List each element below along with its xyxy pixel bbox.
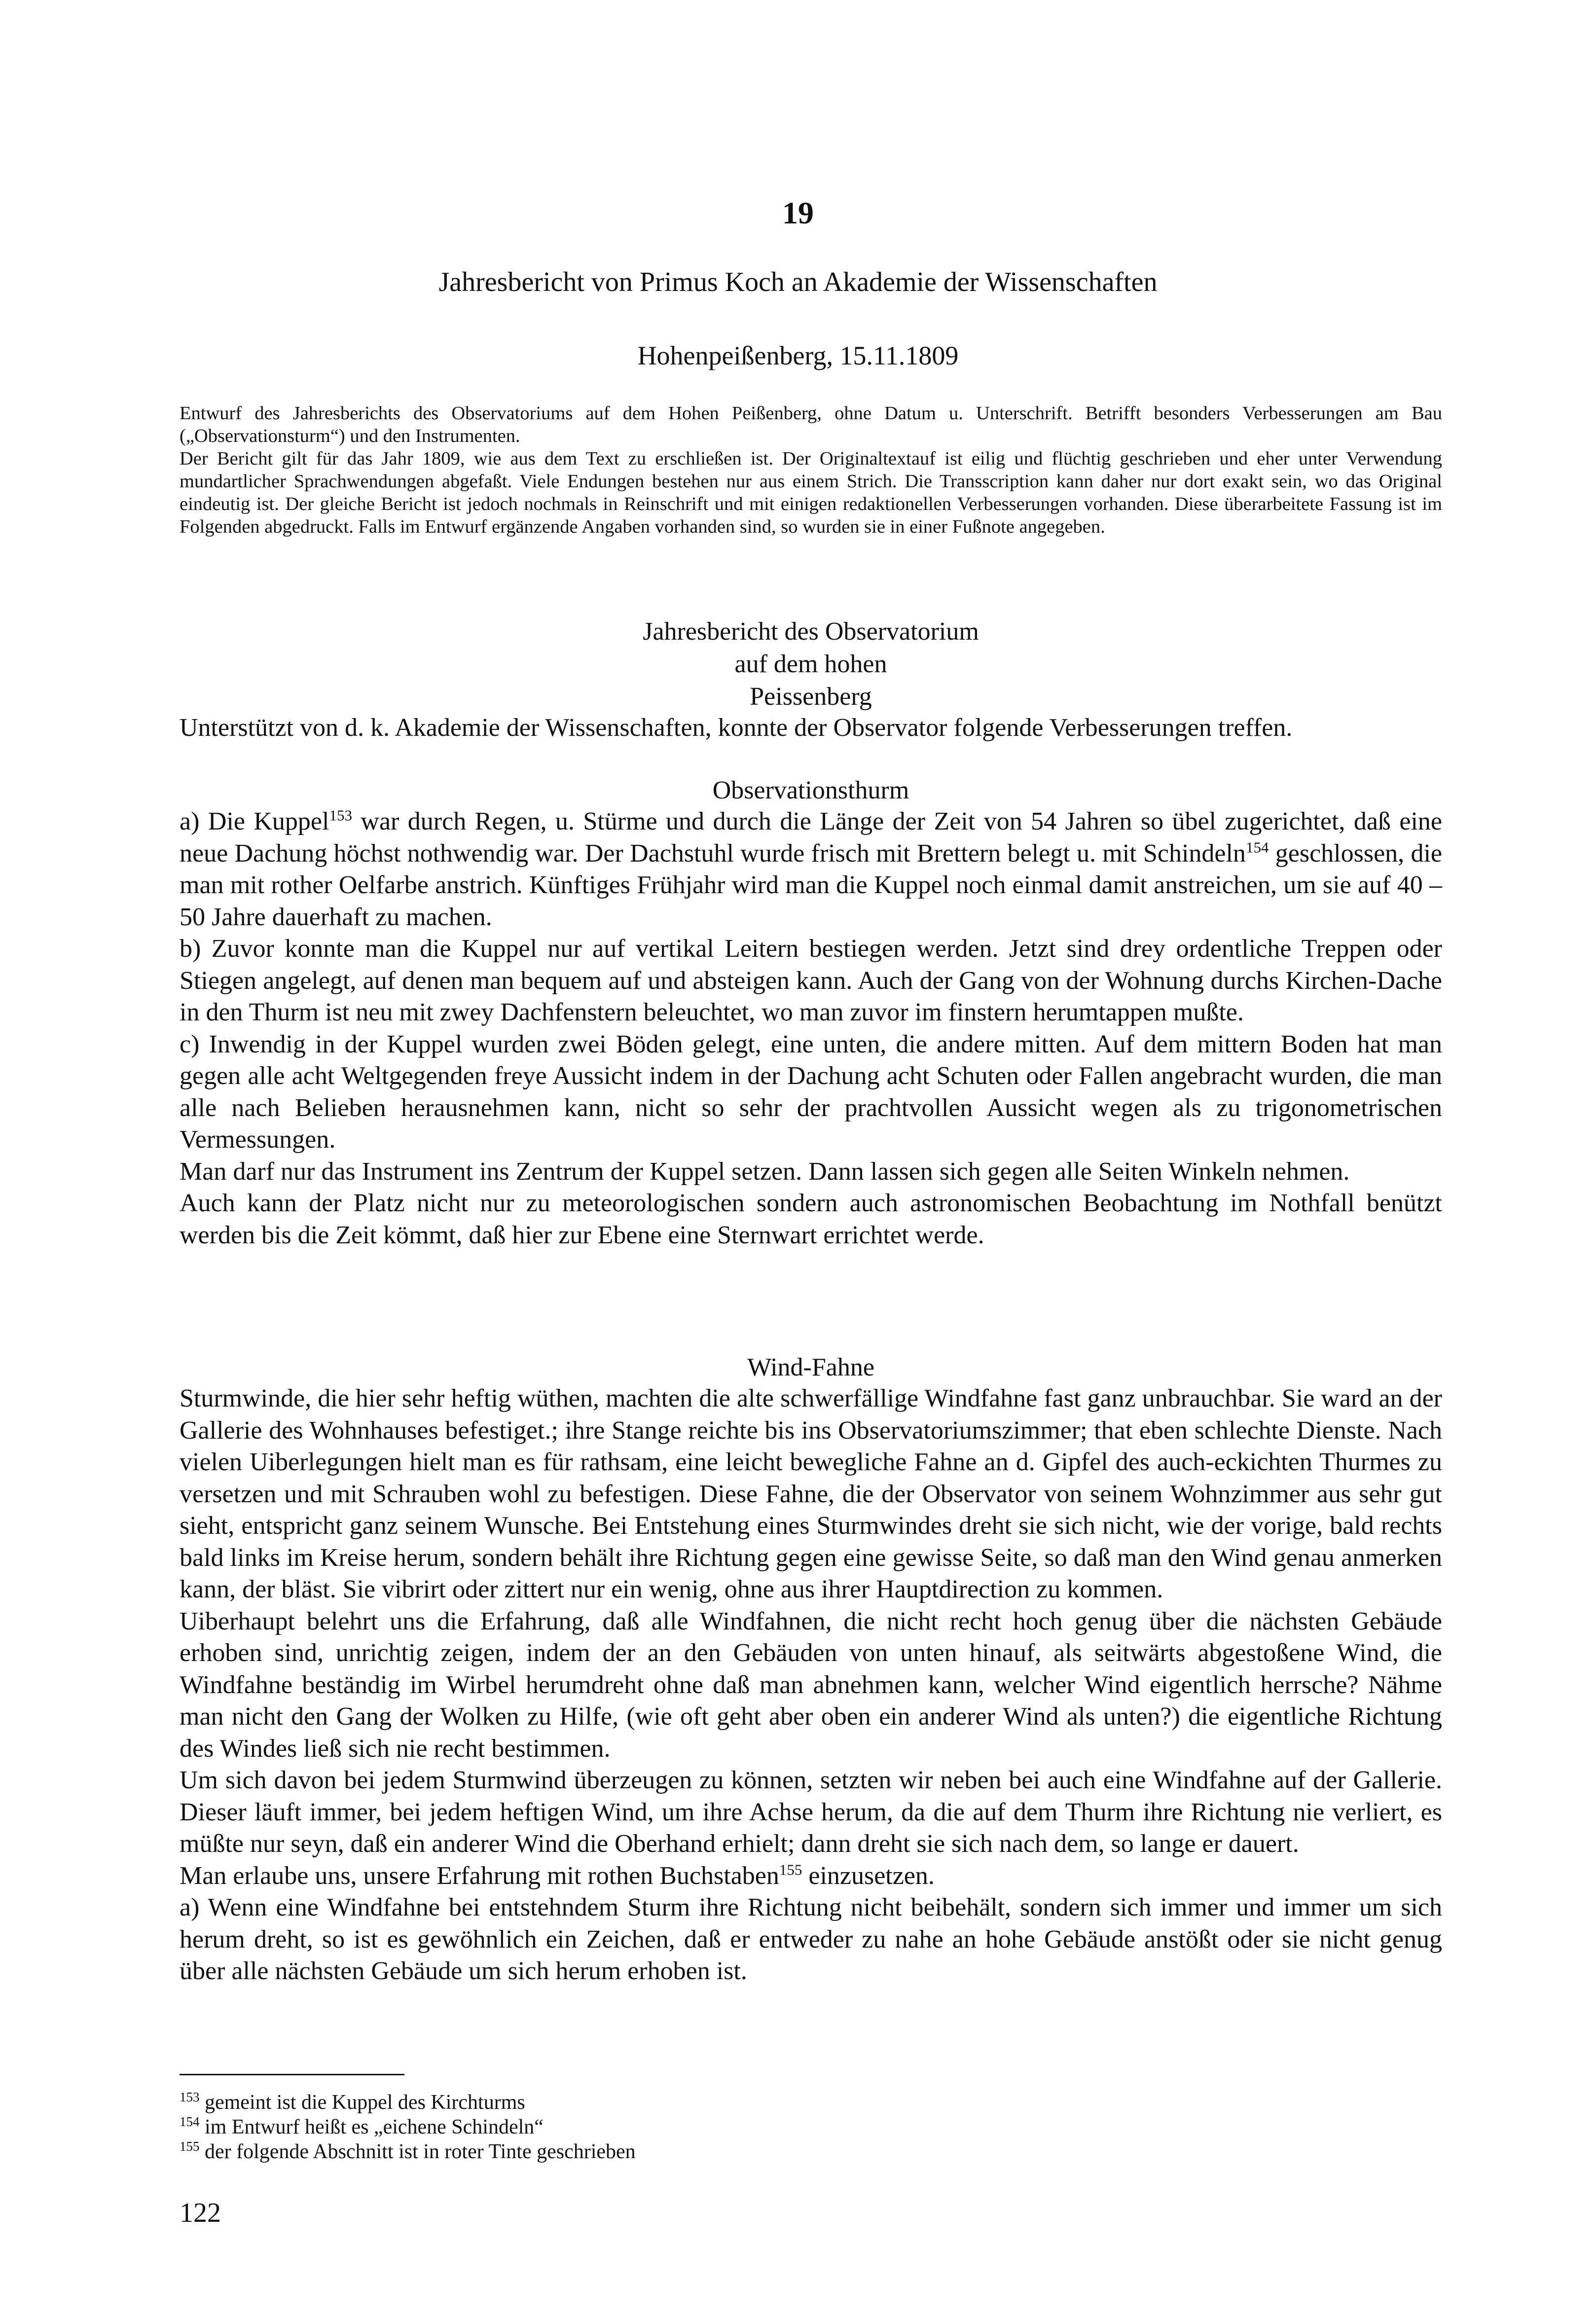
document-title: Jahresbericht von Primus Koch an Akademie der Wissenschaften	[438, 267, 1158, 297]
footnote: $^{154}$ im Entwurf heißt es „eichene Schindeln“	[180, 2114, 544, 2138]
footnotes	[180, 2090, 969, 2164]
footnote-ref: 154	[1245, 838, 1269, 856]
paragraph-a: a) Wenn eine Windfahne bei entstehndem Sturm ihre Richtung nicht beibehält, sondern sich immer und immer um sich herum dreht, so ist es gewöhnlich ein Zeichen, daß er entweder zu nahe an hohe Gebäude anstößt oder sie nicht genug über alle nächsten Gebäude um sich herum erhoben ist.	[180, 1893, 1442, 1985]
intro-paragraph: Entwurf des Jahresberichts des Observatoriums auf dem Hohen Peißenberg, ohne Datum u. Unterschrift. Betrifft besonders Verbesserungen am Bau („Observationsturm“) und den Instrumenten.	[180, 403, 1442, 446]
report-heading	[180, 615, 1442, 713]
page-number: 122	[180, 2198, 221, 2228]
paragraph: Auch kann der Platz nicht nur zu meteorologischen sondern auch astronomischen Beobachtung im Nothfall benützt werden bis die Zeit kömmt, daß hier zur Ebene eine Sternwart errichtet werde.	[180, 1189, 1442, 1249]
section-wind-fahne	[180, 1383, 1442, 1988]
footnote: $^{155}$ der folgende Abschnitt ist in roter Tinte geschrieben	[180, 2139, 636, 2163]
paragraph: Man erlaube uns, unsere Erfahrung mit rothen Buchstaben$^{155}$ einzusetzen.	[180, 1861, 935, 1890]
section-observationsthurm	[180, 806, 1442, 1251]
paragraph-b: b) Zuvor konnte man die Kuppel nur auf vertikal Leitern bestiegen werden. Jetzt sind drey ordentliche Treppen oder Stiegen angelegt, auf denen man bequem auf und absteigen kann. Auch der Gang von der Wohnung durchs Kirchen-Dache in den Thurm ist neu mit zwey Dachfenstern beleuchtet, wo man zuvor im finstern herumtappen mußte.	[180, 935, 1442, 1026]
footnote-ref: 155	[779, 1861, 802, 1879]
paragraph: Uiberhaupt belehrt uns die Erfahrung, daß alle Windfahnen, die nicht recht hoch genug über die nächsten Gebäude erhoben sind, unrichtig zeigen, indem der an den Gebäuden von unten hinauf, als seitwärts abgestoßene Wind, die Windfahne beständig im Wirbel herumdreht ohne daß man abnehmen kann, welcher Wind eigentlich herrsche? Nähme man nicht den Gang der Wolken zu Hilfe, (wie oft geht aber oben ein anderer Wind als unten?) die eigentliche Richtung des Windes ließ sich nie recht bestimmen.	[180, 1607, 1442, 1763]
paragraph: Um sich davon bei jedem Sturmwind überzeugen zu können, setzten wir neben bei auch eine Windfahne auf der Gallerie. Dieser läuft immer, bei jedem heftigen Wind, um ihre Achse herum, da die auf dem Thurm ihre Richtung nie verliert, es müßte nur seyn, daß ein anderer Wind die Oberhand erhielt; dann dreht sie sich nach dem, so lange er dauert.	[180, 1766, 1442, 1858]
paragraph: Man darf nur das Instrument ins Zentrum der Kuppel setzen. Dann lassen sich gegen alle Seiten Winkeln nehmen.	[180, 1157, 1350, 1186]
section-heading-observationsthurm: Observationsthurm	[712, 776, 909, 804]
report-heading-line: Jahresbericht des Observatorium	[643, 617, 979, 646]
paragraph: Sturmwinde, die hier sehr heftig wüthen, machten die alte schwerfällige Windfahne fast ganz unbrauchbar. Sie ward an der Gallerie des Wohnhauses befestiget.; ihre Stange reichte bis ins Observatoriumszimmer; that eben schlechte Dienste. Nach vielen Uiberlegungen hielt man es für rathsam, eine leicht bewegliche Fahne an d. Gipfel des auch-eckichten Thurmes zu versetzen und mit Schrauben wohl zu befestigen. Diese Fahne, die der Observator von seinem Wohnzimmer aus sehr gut sieht, entspricht ganz seinem Wunsche. Bei Entstehung eines Sturmwindes dreht sie sich nicht, wie der vorige, bald rechts bald links im Kreise herum, sondern behält ihre Richtung gegen eine gewisse Seite, so daß man den Wind genau anmerken kann, der bläst. Sie vibrirt oder zittert nur ein wenig, ohne aus ihrer Hauptdirection zu kommen.	[180, 1384, 1442, 1603]
footnote-divider	[180, 2074, 404, 2075]
footnote-ref: 153	[329, 806, 352, 824]
report-heading-line: auf dem hohen	[734, 650, 887, 678]
paragraph-a: a) Die Kuppel$^{153}$ war durch Regen, u. Stürme und durch die Länge der Zeit von 54 Jahren so übel zugerichtet, daß eine neue Dachung höchst nothwendig war. Der Dachstuhl wurde frisch mit Brettern belegt u. mit Schindeln$^{154}$ geschlossen, die man mit rother Oelfarbe anstrich. Künftiges Frühjahr wird man die Kuppel noch einmal damit anstreichen, um sie auf 40 – 50 Jahre dauerhaft zu machen.	[180, 806, 1442, 931]
footnote: $^{153}$ gemeint ist die Kuppel des Kirchturms	[180, 2090, 525, 2114]
paragraph-c: c) Inwendig in der Kuppel wurden zwei Böden gelegt, eine unten, die andere mitten. Auf dem mittern Boden hat man gegen alle acht Weltgegenden freye Aussicht indem in der Dachung acht Schuten oder Fallen angebracht wurden, die man alle nach Belieben herausnehmen kann, nicht so sehr der prachtvollen Aussicht wegen als zu trigonometrischen Vermessungen.	[180, 1030, 1442, 1154]
intro-paragraph: Der Bericht gilt für das Jahr 1809, wie aus dem Text zu erschließen ist. Der Originaltextauf ist eilig und flüchtig geschrieben und eher unter Verwendung mundartlicher Sprachwendungen abgefaßt. Viele Endungen bestehen nur aus einem Strich. Die Transscription kann daher nur dort exakt sein, wo das Original eindeutig ist. Der gleiche Bericht ist jedoch nochmals in Reinschrift und mit einigen redaktionellen Verbesserungen vorhanden. Diese überarbeitete Fassung ist im Folgenden abgedruckt. Falls im Entwurf ergänzende Angaben vorhanden sind, so wurden sie in einer Fußnote angegeben.	[180, 448, 1442, 537]
report-heading-line: Peissenberg	[750, 683, 872, 711]
place-date: Hohenpeißenberg, 15.11.1809	[637, 341, 959, 370]
editorial-intro	[180, 402, 1442, 538]
document-number: 19	[782, 195, 814, 230]
section-heading-wind-fahne: Wind-Fahne	[747, 1353, 874, 1381]
lead-sentence: Unterstützt von d. k. Akademie der Wissenschaften, konnte der Observator folgende Verbesserungen treffen.	[180, 714, 1293, 742]
